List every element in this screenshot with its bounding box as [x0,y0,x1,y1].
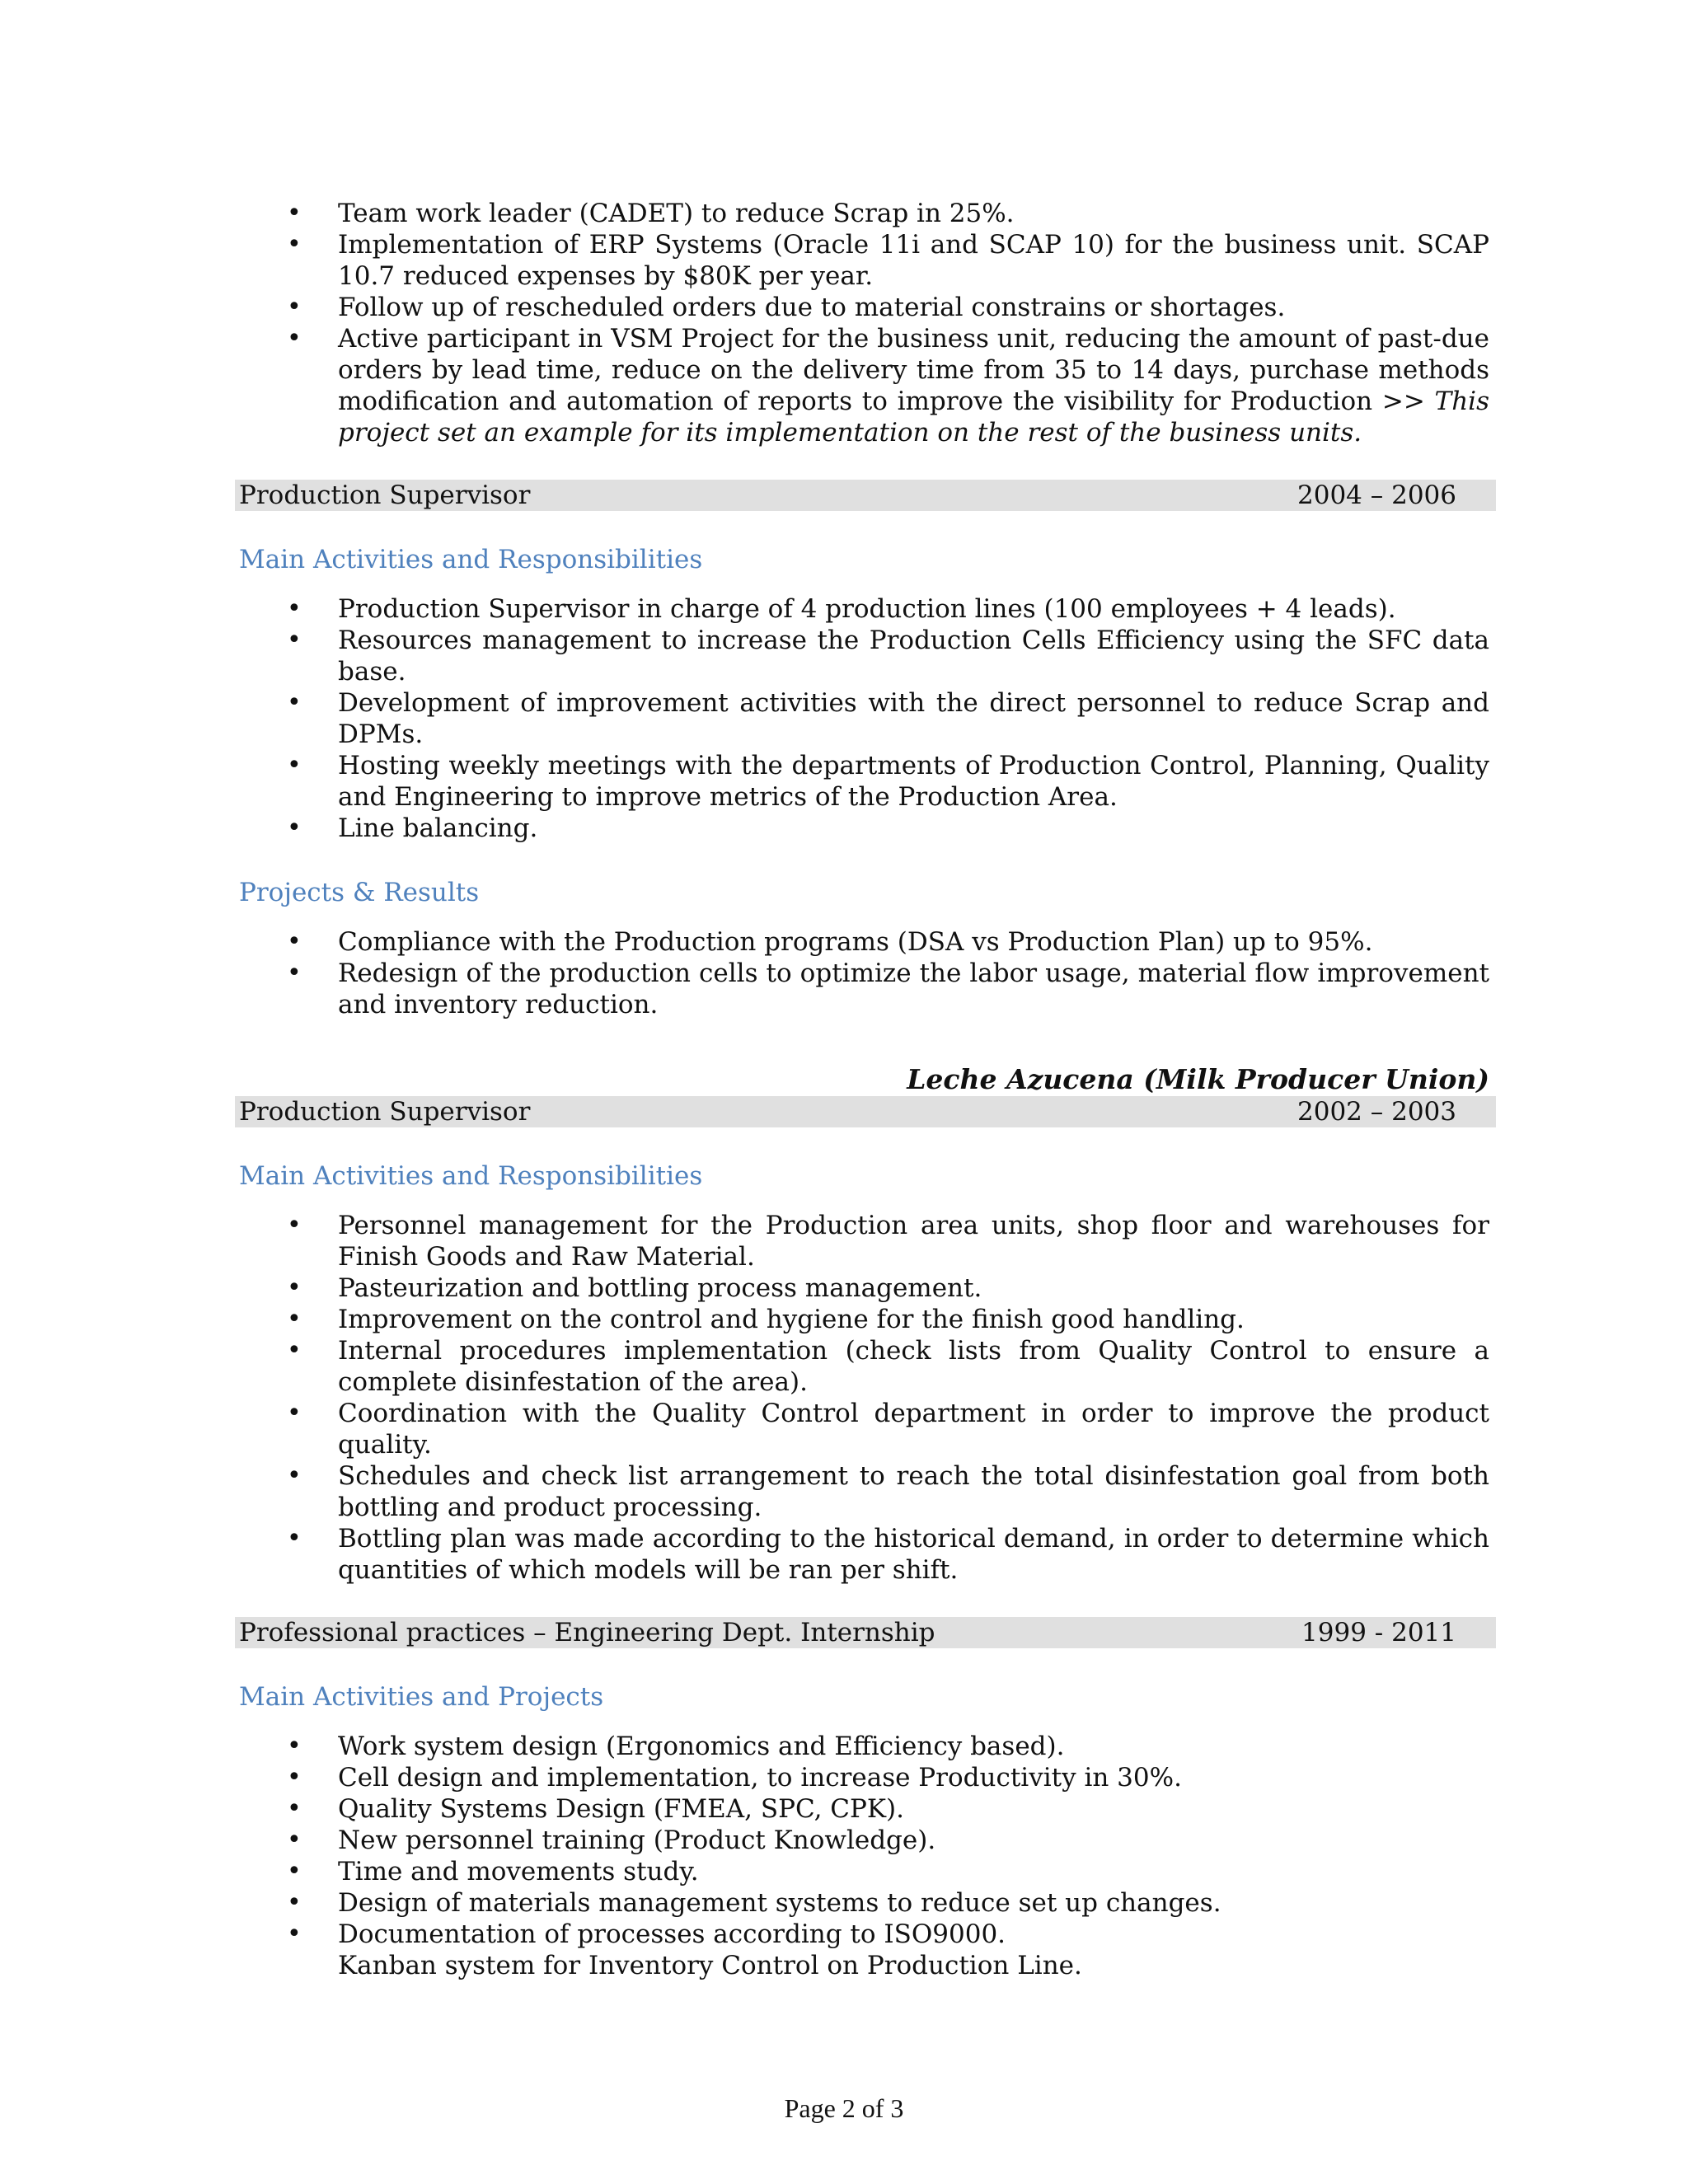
list-item: • Hosting weekly meetings with the departments of Production Control, Planning, Quality and Engineering to improve metrics of the Production Area. [235,750,1496,813]
section-heading: Main Activities and Responsibilities [239,545,703,574]
list-item-text: • Documentation of processes according to ISO9000. [338,1919,1006,1949]
list-item: • Work system design (Ergonomics and Efficiency based). [235,1731,1496,1762]
section-heading: Projects & Results [239,878,480,907]
list-item: • Personnel management for the Production area units, shop floor and warehouses for Finish Goods and Raw Material. [235,1210,1496,1272]
job-years: 2004 – 2006 [1297,480,1456,510]
activities-list [235,1731,1496,1981]
list-item: • Team work leader (CADET) to reduce Scrap in 25%. [235,198,1496,229]
list-item: • Improvement on the control and hygiene for the finish good handling. [235,1304,1496,1335]
list-item: • Follow up of rescheduled orders due to material constrains or shortages. [235,292,1496,323]
page-number: Page 2 of 3 [784,2093,904,2123]
list-item: • Implementation of ERP Systems (Oracle 11i and SCAP 10) for the business unit. SCAP 10.7 reduced expenses by $80K per year. [235,229,1496,292]
list-item: • Line balancing. [235,813,1496,844]
intro-bullet-list [235,198,1496,448]
section-heading: Main Activities and Projects [239,1682,604,1712]
list-item: • Development of improvement activities with the direct personnel to reduce Scrap and DPMs. [235,687,1496,750]
vsm-text: Active participant in VSM Project for the business unit, reducing the amount of past-due orders by lead time, reduce on the delivery time from 35 to 14 days, purchase methods modification and automation of reports to improve the visibility for Production >> [338,324,1489,416]
list-item: • Coordination with the Quality Control department in order to improve the product quality. [235,1398,1496,1460]
list-item: • Time and movements study. [235,1856,1496,1887]
job-title: Production Supervisor [239,480,531,510]
job-years: 1999 - 2011 [1301,1618,1456,1647]
section-heading: Main Activities and Responsibilities [239,1161,703,1191]
list-item: • Cell design and implementation, to increase Productivity in 30%. [235,1762,1496,1793]
activities-list [235,1210,1496,1586]
list-item: • New personnel training (Product Knowledge). [235,1825,1496,1856]
job-banner [235,1617,1496,1648]
list-item [235,1919,1496,1981]
list-item: • Internal procedures implementation (check lists from Quality Control to ensure a complete disinfestation of the area). [235,1335,1496,1398]
list-item [235,323,1496,448]
job-banner [235,480,1496,511]
list-item: • Schedules and check list arrangement to reach the total disinfestation goal from both bottling and product processing. [235,1460,1496,1523]
resume-content [235,198,1496,1981]
company-name: Leche Azucena (Milk Producer Union) [907,1063,1489,1095]
list-item: • Redesign of the production cells to optimize the labor usage, material flow improvement and inventory reduction. [235,958,1496,1020]
list-item: • Production Supervisor in charge of 4 production lines (100 employees + 4 leads). [235,593,1496,625]
job-years: 2002 – 2003 [1297,1097,1456,1127]
list-item: • Design of materials management systems to reduce set up changes. [235,1887,1496,1919]
results-list [235,926,1496,1020]
activities-list [235,593,1496,844]
list-item-continuation: Kanban system for Inventory Control on Production Line. [338,1951,1082,1980]
job-banner [235,1096,1496,1127]
vsm-italic-text: This project set an example for its implementation on the rest of the business units. [338,387,1489,448]
list-item: • Quality Systems Design (FMEA, SPC, CPK). [235,1793,1496,1825]
list-item: • Bottling plan was made according to the historical demand, in order to determine which quantities of which models will be ran per shift. [235,1523,1496,1586]
list-item: • Compliance with the Production programs (DSA vs Production Plan) up to 95%. [235,926,1496,958]
list-item: • Resources management to increase the Production Cells Efficiency using the SFC data base. [235,625,1496,687]
list-item: • Pasteurization and bottling process management. [235,1272,1496,1304]
job-title: Production Supervisor [239,1097,531,1127]
job-title: Professional practices – Engineering Dept. Internship [239,1618,935,1647]
